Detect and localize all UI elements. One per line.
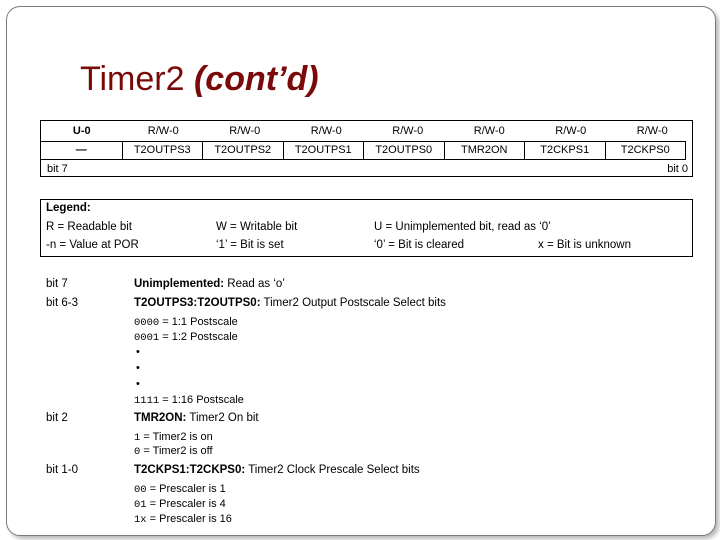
name-bit3: T2OUTPS0 xyxy=(363,141,445,160)
code-0000: 0000 xyxy=(134,317,160,329)
bit1-0-description xyxy=(134,464,420,476)
access-bit6: R/W-0 xyxy=(147,125,179,137)
code-1: 1 xyxy=(134,432,141,444)
access-bit5: R/W-0 xyxy=(229,125,261,137)
register-diagram xyxy=(40,120,693,177)
timer2-off-text: = Timer2 is off xyxy=(140,445,213,457)
bit6-3-text: Timer2 Output Postscale Select bits xyxy=(260,297,446,309)
name-bit1: T2CKPS1 xyxy=(524,141,606,160)
legend-unknown: x = Bit is unknown xyxy=(538,239,632,251)
slide-title xyxy=(80,60,319,99)
legend-set: ‘1’ = Bit is set xyxy=(216,239,284,251)
bit1-0-text: Timer2 Clock Prescale Select bits xyxy=(245,464,420,476)
name-bit7: — xyxy=(41,141,123,160)
legend-cleared: ‘0’ = Bit is cleared xyxy=(374,239,465,251)
bit-index-row xyxy=(41,160,692,178)
bit-high-label: bit 7 xyxy=(47,163,68,175)
bit2-name: TMR2ON: xyxy=(134,412,187,424)
access-row xyxy=(41,121,693,141)
title-main: Timer2 xyxy=(80,60,185,98)
bit2-label: bit 2 xyxy=(46,412,68,424)
ellipsis-dot-2: • xyxy=(136,362,140,374)
legend-writable: W = Writable bit xyxy=(216,221,298,233)
legend-unimplemented: U = Unimplemented bit, read as ‘0’ xyxy=(374,221,551,233)
legend-por: -n = Value at POR xyxy=(46,239,139,251)
postscale-1-16 xyxy=(134,394,244,407)
bit-low-label: bit 0 xyxy=(667,163,688,175)
bit7-label: bit 7 xyxy=(46,278,68,290)
access-bit0: R/W-0 xyxy=(636,125,668,137)
bit6-3-description xyxy=(134,297,446,309)
prescaler-1-text: = Prescaler is 1 xyxy=(146,483,226,495)
prescaler-16-text: = Prescaler is 16 xyxy=(146,513,232,525)
title-italic: (cont’d) xyxy=(193,60,319,98)
code-1x: 1x xyxy=(134,514,147,526)
bit6-3-name: T2OUTPS3:T2OUTPS0: xyxy=(134,297,261,309)
timer2-on xyxy=(134,431,213,444)
prescaler-4-text: = Prescaler is 4 xyxy=(146,498,226,510)
access-bit3: R/W-0 xyxy=(392,125,424,137)
bit7-text: Read as ‘o’ xyxy=(224,278,285,290)
timer2-on-text: = Timer2 is on xyxy=(140,431,213,443)
names-row xyxy=(41,141,686,160)
postscale-1-2-text: = 1:2 Postscale xyxy=(159,331,238,343)
code-0: 0 xyxy=(134,446,141,458)
name-bit5: T2OUTPS2 xyxy=(202,141,284,160)
postscale-1-1 xyxy=(134,316,238,329)
legend-heading: Legend: xyxy=(46,202,91,214)
name-bit4: T2OUTPS1 xyxy=(283,141,365,160)
name-bit2: TMR2ON xyxy=(444,141,526,160)
prescaler-1 xyxy=(134,483,226,496)
name-bit0: T2CKPS0 xyxy=(605,141,687,160)
legend-readable: R = Readable bit xyxy=(46,221,132,233)
ellipsis-dot-3: • xyxy=(136,378,140,390)
access-bit1: R/W-0 xyxy=(555,125,587,137)
bit6-3-label: bit 6-3 xyxy=(46,297,78,309)
bit7-name: Unimplemented: xyxy=(134,278,225,290)
access-bit4: R/W-0 xyxy=(310,125,342,137)
bit2-description xyxy=(134,412,259,424)
bit2-text: Timer2 On bit xyxy=(186,412,259,424)
code-0001: 0001 xyxy=(134,332,160,344)
prescaler-16 xyxy=(134,513,232,526)
name-bit6: T2OUTPS3 xyxy=(122,141,204,160)
access-bit2: R/W-0 xyxy=(473,125,505,137)
postscale-1-2 xyxy=(134,331,238,344)
postscale-1-16-text: = 1:16 Postscale xyxy=(159,394,244,406)
postscale-1-1-text: = 1:1 Postscale xyxy=(159,316,238,328)
bit1-0-label: bit 1-0 xyxy=(46,464,78,476)
code-01: 01 xyxy=(134,499,147,511)
code-1111: 1111 xyxy=(134,395,160,407)
timer2-off xyxy=(134,445,213,458)
access-bit7: U-0 xyxy=(72,125,91,137)
prescaler-4 xyxy=(134,498,226,511)
bit7-description xyxy=(134,278,285,290)
code-00: 00 xyxy=(134,484,147,496)
bit1-0-name: T2CKPS1:T2CKPS0: xyxy=(134,464,246,476)
ellipsis-dot-1: • xyxy=(136,346,140,358)
legend-box xyxy=(40,199,693,257)
